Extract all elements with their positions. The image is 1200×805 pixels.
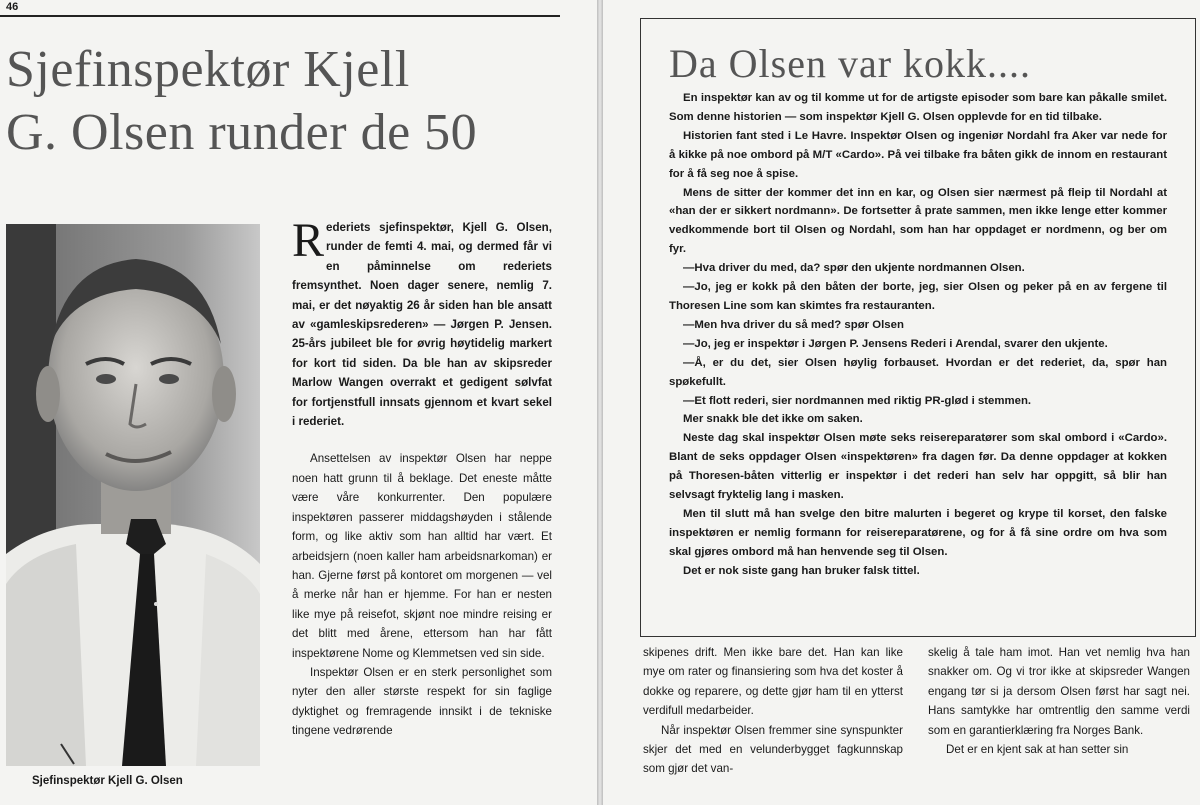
article-paragraph: Ansettelsen av inspektør Olsen har neppe noen hatt grunn til å beklage. Det eneste måtte være våre konkurrenter. Den populære inspektøren passerer middagshøyden i stålende form, og like aktiv som han alltid har vært. Et arbeidsjern (noen kaller ham arbeidsnarkoman) er han. Gjerne først på kontoret om morgenen — vel å merke når han er hjemme. For han er nesten like mye på reisefot, skjønt noe mindre reising er det blitt med årene, ettersom han har fått inspektørene Nome og Klemmetsen ved sin side.: [292, 452, 552, 660]
box-body: [669, 89, 1167, 581]
left-page: [0, 0, 597, 805]
lead-paragraph: [292, 214, 552, 431]
article-paragraph: Inspektør Olsen er en sterk personlighet som nyter den aller største respekt for sin faglige dyktighet og fremragende innsikt i de tekniske tingene vedrørende: [292, 665, 552, 738]
right-page: [603, 0, 1200, 805]
article-paragraph: Det er en kjent sak at han setter sin: [946, 743, 1129, 757]
article-paragraph: skipenes drift. Men ikke bare det. Han kan like mye om rater og finansiering som hva det koster å dokke og reparere, og dette gjør ham til en ytterst verdifull medarbeider.: [643, 646, 903, 718]
box-paragraph: Historien fant sted i Le Havre. Inspektør Olsen og ingeniør Nordahl fra Aker var nede for å kikke på noe ombord på M/T «Cardo». På vei tilbake fra båten gikk de innom en restaurant for å få seg noe å spise.: [669, 129, 1167, 180]
drop-cap: R: [292, 214, 325, 267]
article-column-3: [928, 643, 1190, 759]
article-paragraph: skelig å tale ham imot. Han vet nemlig hva han snakker om. Og vi tror ikke at skipsreder Wangen engang tør si ja dersom Olsen først har sagt nei. Hans samtykke har omtrentlig den samme verdi som en garantierklæring fra Norges Bank.: [928, 646, 1190, 737]
headline-line-2: G. Olsen runder de 50: [6, 104, 478, 161]
headline-line-1: Sjefinspektør Kjell: [6, 41, 410, 98]
lead-text: ederiets sjefinspektør, Kjell G. Olsen, runder de femti 4. mai, og dermed får vi en påminnelse om rederiets fremsynthet. Noen dager senere, nemlig 7. mai, er det nøyaktig 26 år siden han ble ansatt av «gamleskipsrederen» — Jørgen P. Jensen. 25-års jubileet ble for øvrig høytidelig markert for kort tid siden. Da ble han av skipsreder Marlow Wangen overrakt et gedigent sølvfat for fortjenstfull innsats gjennom et kvart sekel i rederiet.: [292, 221, 552, 429]
box-paragraph: Mens de sitter der kommer det inn en kar, og Olsen sier nærmest på fleip til Nordahl at «han der er sikkert nordmann». De fortsetter å prate sammen, men ikke lenge etter kommer vedkommende bort til Olsen og Nordahl, som han har oppdaget er nordmenn, og ber om fyr.: [669, 186, 1167, 256]
box-paragraph: Men til slutt må han svelge den bitre malurten i begeret og krype til korset, den falske inspektøren er nemlig formann for reisereparatørene, og for å få sine ordre om hva som skal gjøres ombord må han henvende seg til Olsen.: [669, 507, 1167, 558]
box-paragraph: —Jo, jeg er kokk på den båten der borte, jeg, sier Olsen og peker på en av fergene til Thoresen Line som kan skimtes fra restauranten.: [669, 281, 1167, 312]
box-paragraph: Mer snakk ble det ikke om saken.: [683, 413, 863, 426]
box-paragraph: —Men hva driver du så med? spør Olsen: [683, 318, 904, 331]
top-rule: [0, 15, 560, 17]
portrait-photo: [6, 224, 260, 766]
headline: [6, 38, 586, 164]
page-number: 46: [6, 1, 19, 13]
box-paragraph: Neste dag skal inspektør Olsen møte seks reisereparatører som skal ombord i «Cardo». Blant de seks oppdager Olsen «inspektøren» fra dagen før. Da denne oppdager at kokken på Thoresen-båten vitterlig er inspektør i det rederi han selv har oppgitt, så blir han selvsagt fryktelig lang i masken.: [669, 432, 1167, 502]
box-paragraph: —Å, er du det, sier Olsen høylig forbauset. Hvordan er det rederiet, da, spør han spøkefullt.: [669, 356, 1167, 388]
box-paragraph: En inspektør kan av og til komme ut for de artigste episoder som bare kan påkalle smilet. Som denne historien — som inspektør Kjell G. Olsen opplevde for en tid tilbake.: [669, 92, 1167, 123]
box-paragraph: —Jo, jeg er inspektør i Jørgen P. Jensens Rederi i Arendal, svarer den ukjente.: [683, 337, 1108, 350]
box-paragraph: —Et flott rederi, sier nordmannen med riktig PR-glød i stemmen.: [683, 394, 1032, 407]
box-title: Da Olsen var kokk....: [669, 41, 1032, 86]
anecdote-box: [640, 18, 1196, 637]
article-column-1: [292, 214, 552, 741]
photo-caption: Sjefinspektør Kjell G. Olsen: [32, 775, 183, 787]
box-paragraph: —Hva driver du med, da? spør den ukjente nordmannen Olsen.: [683, 262, 1025, 275]
box-paragraph: Det er nok siste gang han bruker falsk tittel.: [683, 564, 920, 577]
article-column-2: [643, 643, 903, 779]
article-paragraph: Når inspektør Olsen fremmer sine synspunkter skjer det med en velunderbygget fagkunnskap som gjør det van-: [643, 723, 903, 776]
